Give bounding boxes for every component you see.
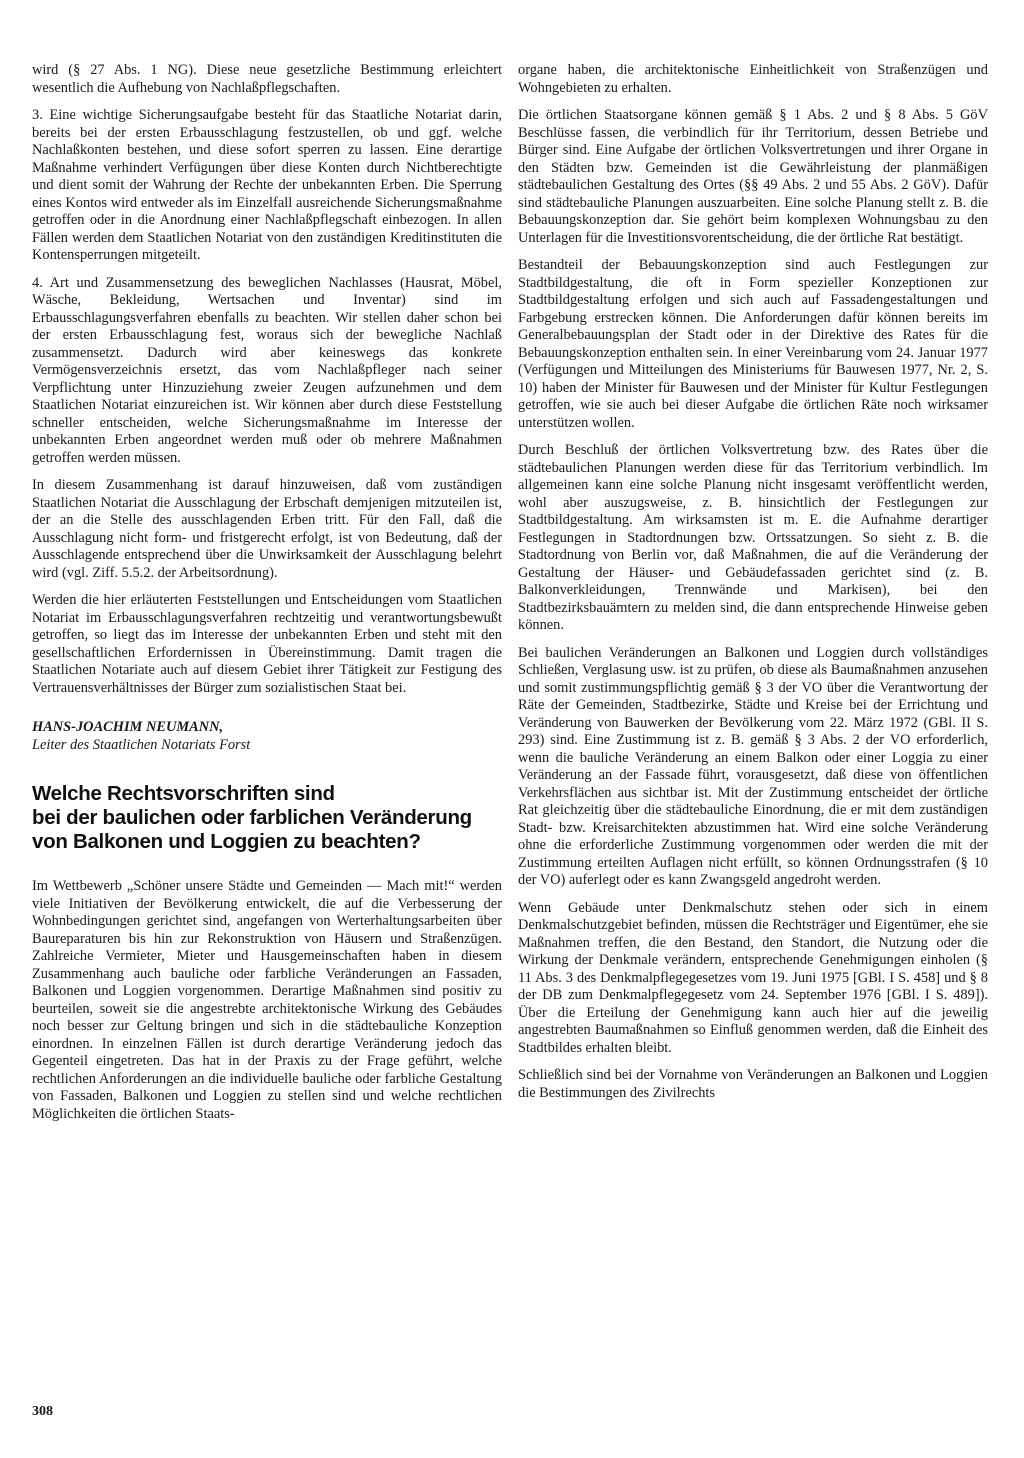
headline-line-1: Welche Rechtsvorschriften sind	[32, 782, 335, 805]
paragraph-context: In diesem Zusammenhang ist darauf hinzuweisen, daß vom zuständigen Staatlichen Notariat die Ausschlagung der Erbschaft demjenigen mitzuteilen ist, der an die Stelle des ausschlagenden Erben tritt. Für den Fall, daß die Ausschlagung nicht form- und fristgerecht erfolgt, ist von Bedeutung, daß der Ausschlagende entsprechend über die Unwirksamkeit der Ausschlagung belehrt wird (vgl. Ziff. 5.5.2. der Arbeitsordnung).	[32, 477, 502, 581]
paragraph-continuation: wird (§ 27 Abs. 1 NG). Diese neue gesetzliche Bestimmung erleichtert wesentlich die Aufhebung von Nachlaßpflegschaften.	[32, 62, 502, 96]
article-intro-paragraph: Im Wettbewerb „Schöner unsere Städte und Gemeinden — Mach mit!“ werden viele Initiativen der Bevölkerung entwickelt, die auf die Verbesserung der Wohnbedingungen gerichtet sind, angefangen von Werterhaltungsarbeiten über Baureparaturen bis hin zur Rekonstruktion von Häusern und Straßenzügen. Zahlreiche Vermieter, Mieter und Hausgemeinschaften haben in diesem Zusammenhang auch bauliche oder farbliche Veränderungen an Fassaden, Balkonen und Loggien vorgenommen. Derartige Maßnahmen sind positiv zu beurteilen, soweit sie die angestrebte architektonische Wirkung des Gebäudes noch besser zur Geltung bringen und sich in die städtebauliche Konzeption einordnen. In einzelnen Fällen ist durch derartige Veränderung jedoch das Gegenteil eingetreten. Das hat in der Praxis zu der Frage geführt, welche rechtlichen Anforderungen an die individuelle bauliche oder farbliche Gestaltung von Fassaden, Balkonen und Loggien zu stellen sind und welche rechtlichen Möglichkeiten die örtlichen Staats-	[32, 878, 502, 1122]
paragraph-point-4: 4. Art und Zusammensetzung des beweglichen Nachlasses (Hausrat, Möbel, Wäsche, Bekleidung, Wertsachen und Inventar) sind im Erbausschlagungsverfahren ebenfalls zu beachten. Wir stellen daher schon bei der ersten Erbausschlagung fest, woraus sich der bewegliche Nachlaß zusammensetzt. Dadurch wird aber keineswegs das konkrete Vermögensverzeichnis ersetzt, das vom Nachlaßpfleger nach seiner Verpflichtung unter Hinzuziehung zweier Zeugen aufzunehmen und dem Staatlichen Notariat einzureichen ist. Wir können aber durch diese Feststellung schneller entscheiden, welche Sicherungsmaßnahme im Interesse der unbekannten Erben angeordnet werden muß oder ob mehrere Maßnahmen getroffen werden müssen.	[32, 274, 502, 466]
paragraph-staatsorgane: Die örtlichen Staatsorgane können gemäß § 1 Abs. 2 und § 8 Abs. 5 GöV Beschlüsse fassen, die verbindlich für ihr Territorium, dessen Betriebe und Bürger sind. Eine Aufgabe der örtlichen Volksvertretungen und ihrer Organe in den Städten bzw. Gemeinden ist die Gewährleistung der planmäßigen städtebaulichen Gestaltung des Ortes (§§ 49 Abs. 2 und 55 Abs. 2 GöV). Dafür sind städtebauliche Planungen auszuarbeiten. Eine solche Planung stellt z. B. die Bebauungskonzeption dar. Sie gehört beim komplexen Wohnungsbau zu den Unterlagen für die Investitionsvorentscheidung, die der örtliche Rat bestätigt.	[518, 107, 988, 246]
paragraph-zivilrecht: Schließlich sind bei der Vornahme von Veränderungen an Balkonen und Loggien die Bestimmungen des Zivilrechts	[518, 1067, 988, 1101]
author-role: Leiter des Staatlichen Notariats Forst	[32, 736, 251, 753]
headline-line-3: von Balkonen und Loggien zu beachten?	[32, 830, 421, 853]
left-column	[32, 62, 502, 1133]
right-column	[518, 62, 988, 1112]
paragraph-beschluss: Durch Beschluß der örtlichen Volksvertretung bzw. des Rates über die städtebaulichen Planungen werden diese für das Territorium verbindlich. Im allgemeinen kann eine solche Planung nicht insgesamt veröffentlicht werden, wohl aber auszugsweise, z. B. hinsichtlich der Festlegungen zur Stadtbildgestaltung. Am wirksamsten ist m. E. die Aufnahme derartiger Festlegungen in Stadtordnungen bzw. Ortssatzungen. So sieht z. B. die Stadtordnung von Berlin vor, daß Maßnahmen, die auf die Veränderung der Gestaltung der Häuser- und Gebäudefassaden gerichtet sind (z. B. Balkonverkleidungen, Trennwände und Markisen), bei den Stadtbezirksbauämtern zu melden sind, die dann entsprechende Hinweise geben können.	[518, 442, 988, 633]
page-number: 308	[32, 1404, 53, 1419]
paragraph-bauliche-veraenderungen: Bei baulichen Veränderungen an Balkonen und Loggien durch vollständiges Schließen, Verglasung usw. ist zu prüfen, ob diese als Baumaßnahmen anzusehen und somit zustimmungspflichtig gemäß § 3 der VO über die Verantwortung der Räte der Gemeinden, Stadtbezirke, Städte und Kreise bei der Errichtung und Veränderung von Bauwerken der Bevölkerung vom 22. März 1972 (GBl. II S. 293) sind. Eine Zustimmung ist z. B. gemäß § 3 Abs. 2 der VO erforderlich, wenn die bauliche Veränderung an einem Balkon oder einer Loggia zu einer Veränderung an der Fassade führt, vorausgesetzt, daß diese von öffentlichen Verkehrsflächen aus sichtbar ist. Mit der Zustimmung entscheidet der örtliche Rat gleichzeitig über die städtebauliche Einordnung, die er mit dem zuständigen Stadt- bzw. Kreisarchitekten abzustimmen hat. Wird eine solche Veränderung ohne die erforderliche Zustimmung vorgenommen oder werden die mit der Zustimmung erteilten Auflagen nicht erfüllt, so können Ordnungsstrafen (§ 10 der VO) auferlegt oder es kann Zwangsgeld angedroht werden.	[518, 644, 988, 888]
headline-line-2: bei der baulichen oder farblichen Veränderung	[32, 806, 472, 829]
author-name: HANS-JOACHIM NEUMANN,	[32, 719, 224, 735]
paragraph-conclusion: Werden die hier erläuterten Feststellungen und Entscheidungen vom Staatlichen Notariat im Erbausschlagungsverfahren rechtzeitig und verantwortungsbewußt getroffen, so liegt das im Interesse der unbekannten Erben und steht mit den gesellschaftlichen Erfordernissen in Übereinstimmung. Damit tragen die Staatlichen Notariate auch auf diesem Gebiet ihrer Tätigkeit zur Festigung des Vertrauensverhältnisses der Bürger zum sozialistischen Staat bei.	[32, 592, 502, 696]
paragraph-denkmalschutz: Wenn Gebäude unter Denkmalschutz stehen oder sich in einem Denkmalschutzgebiet befinden, müssen die Rechtsträger und Eigentümer, ehe sie Maßnahmen treffen, die den Bestand, den Standort, die Nutzung oder die Wirkung der Denkmale verändern, entsprechende Genehmigungen einholen (§ 11 Abs. 3 des Denkmalpflegegesetzes vom 19. Juni 1975 [GBl. I S. 458] und § 8 der DB zum Denkmalpflegegesetz vom 24. September 1976 [GBl. I S. 489]). Über die Erteilung der Genehmigung kann auch hier auf die jeweilig angestrebten Baumaßnahmen so Einfluß genommen werden, daß die Einheit des Stadtbildes erhalten bleibt.	[518, 899, 988, 1056]
paragraph-continuation-right: organe haben, die architektonische Einheitlichkeit von Straßenzügen und Wohngebieten zu erhalten.	[518, 62, 988, 96]
article-headline	[32, 782, 502, 854]
paragraph-point-3: 3. Eine wichtige Sicherungsaufgabe besteht für das Staatliche Notariat darin, bereits bei der ersten Erbausschlagung festzustellen, ob und ggf. welche Nachlaßkonten bestehen, und diese sofort sperren zu lassen. Eine derartige Maßnahme verhindert Verfügungen über diese Konten durch Nichtberechtigte und dient somit der Wahrung der Rechte der unbekannten Erben. Die Sperrung eines Kontos wird entweder als im Einzelfall ausreichende Sicherungsmaßnahme getroffen oder in die Anordnung einer Nachlaßpflegschaft einbezogen. In allen Fällen werden dem Staatlichen Notariat von den zuständigen Kreditinstituten die Kontensperrungen mitgeteilt.	[32, 107, 502, 263]
paragraph-bebauungskonzeption: Bestandteil der Bebauungskonzeption sind auch Festlegungen zur Stadtbildgestaltung, die oft in Form spezieller Konzeptionen zur Stadtbildgestaltung erfolgen und sich auch auf Fassadengestaltungen und Farbgebung erstrecken können. Die Anforderungen dafür können bereits im Generalbebauungsplan der Stadt oder in der Direktive des Rates für die Bebauungskonzeption enthalten sein. In einer Vereinbarung vom 24. Januar 1977 (Verfügungen und Mitteilungen des Ministeriums für Bauwesen 1977, Nr. 2, S. 10) haben der Minister für Bauwesen und der Minister für Kultur Festlegungen getroffen, wie sie auch bei dieser Aufgabe die örtlichen Räte noch wirksamer unterstützen wollen.	[518, 257, 988, 431]
author-signature	[32, 719, 502, 754]
